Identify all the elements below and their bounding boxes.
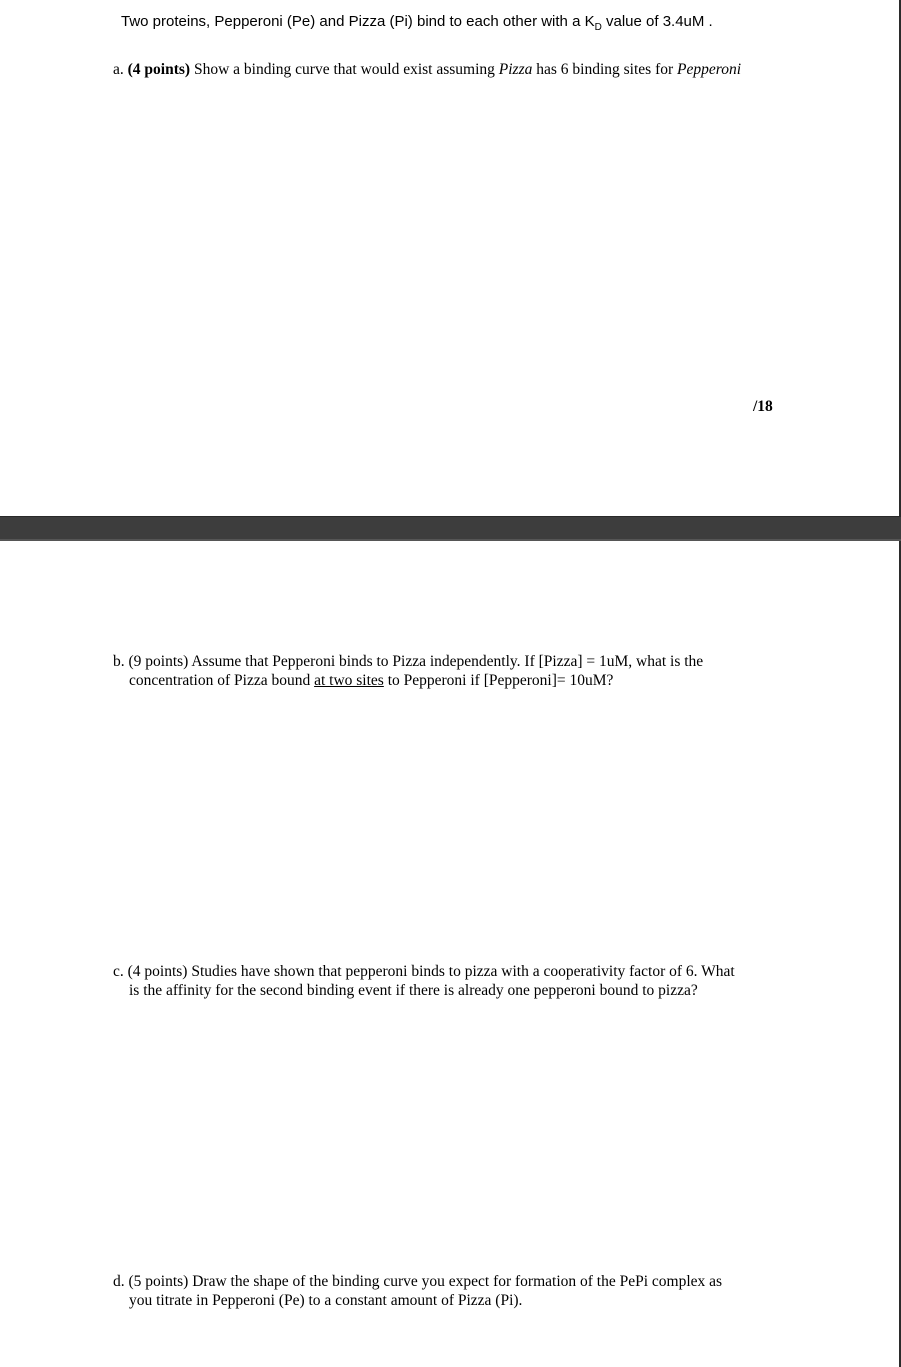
question-c-line-2: is the affinity for the second binding event if there is already one pepperoni bound to pizza? xyxy=(129,982,698,999)
question-d xyxy=(113,1272,722,1310)
question-a-pizza: Pizza xyxy=(498,61,533,78)
question-d-line-2: you titrate in Pepperoni (Pe) to a constant amount of Pizza (Pi). xyxy=(129,1292,523,1309)
question-a xyxy=(113,60,741,79)
question-a-points: (4 points) xyxy=(127,61,191,78)
question-b-line-2-end: to Pepperoni if [Pepperoni]= 10uM? xyxy=(383,672,614,689)
intro-statement xyxy=(121,13,713,33)
question-a-text-1: Show a binding curve that would exist assuming xyxy=(190,61,499,78)
question-c-line-1: c. (4 points) Studies have shown that pepperoni binds to pizza with a cooperativity factor of 6. What xyxy=(113,963,735,980)
question-c xyxy=(113,962,735,1000)
question-b-line-1: b. (9 points) Assume that Pepperoni binds to Pizza independently. If [Pizza] = 1uM, what is the xyxy=(113,653,704,670)
question-b xyxy=(113,652,703,690)
question-a-text-2: has 6 binding sites for xyxy=(532,61,678,78)
score-label: /18 xyxy=(753,398,773,415)
question-b-underlined: at two sites xyxy=(314,672,384,689)
kd-subscript: D xyxy=(594,22,602,33)
intro-text-start: Two proteins, Pepperoni (Pe) and Pizza (Pi) bind to each other with a K xyxy=(121,13,595,30)
question-b-line-2 xyxy=(113,671,703,690)
question-a-letter: a. xyxy=(113,61,128,78)
page-divider xyxy=(0,516,901,541)
intro-text-end: value of 3.4uM . xyxy=(601,13,713,30)
question-b-line-2-start: concentration of Pizza bound xyxy=(129,672,315,689)
question-a-pepperoni: Pepperoni xyxy=(677,61,742,78)
question-d-line-1: d. (5 points) Draw the shape of the binding curve you expect for formation of the PePi complex as xyxy=(113,1273,723,1290)
